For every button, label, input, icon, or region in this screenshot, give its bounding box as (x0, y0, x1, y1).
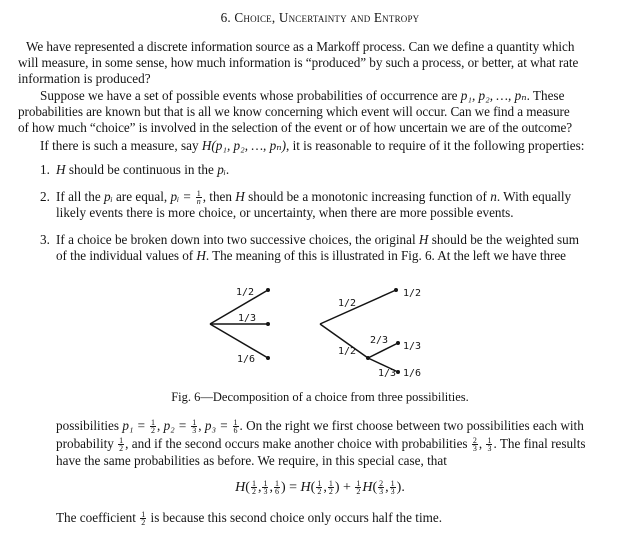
right-label-sub-lower: 1/3 (378, 368, 397, 379)
d: 2 (356, 487, 361, 496)
after-text-c: probability (56, 436, 118, 451)
frac-num: 1 (196, 189, 201, 198)
property-2-eq: pᵢ = (170, 189, 192, 204)
property-2-text-e: . With equally (496, 189, 572, 204)
n: 1 (192, 418, 197, 427)
eq-frac-1-2-b (316, 480, 322, 495)
n: 1 (274, 479, 279, 488)
n: 1 (317, 479, 322, 488)
after-line-3: have the same probabilities as before. We require, in this special case, that (56, 453, 447, 468)
equation-entropy-decomposition: H( $\frac{1}{2}$ , $\frac{1}{3}$ , $\frac{1}{6}$ ) = H( $\frac{1}{2}$ , $\frac{1}{2}$ ) + $\frac{1}{2}$ H( $\frac{2}{3}$ , $\frac{1}{3}$ ). (235, 479, 405, 496)
property-1-H: H (56, 162, 66, 177)
right-label-branch-upper: 1/2 (338, 298, 357, 309)
right-label-outcome-2: 1/3 (403, 341, 422, 352)
eq-frac-1-2-c (328, 480, 334, 495)
p2-symbol: p₂ = (163, 418, 187, 433)
eq-H-2: H (300, 480, 311, 495)
property-1-pi: pᵢ (217, 162, 226, 177)
d: 2 (328, 487, 333, 496)
property-3-text-b: should be the weighted sum (428, 232, 579, 247)
d: 2 (317, 487, 322, 496)
left-label-1: 1/2 (236, 287, 255, 298)
d: 2 (141, 518, 146, 527)
left-label-2: 1/3 (238, 313, 257, 324)
paragraph-2-line-3: of how much “choice” is involved in the selection of the event or of how uncertain we are of the outcome? (18, 120, 573, 135)
after-text-b: . On the right we first choose between two possibilities each with (239, 418, 584, 433)
n: 1 (141, 510, 146, 519)
left-branch-3 (210, 324, 268, 358)
eq-H-1: H (235, 480, 246, 495)
d: 3 (487, 444, 492, 453)
left-leaf-1 (266, 288, 270, 292)
n: 2 (379, 479, 384, 488)
property-3-H: H (418, 232, 429, 247)
eq-frac-1-6 (274, 480, 280, 495)
right-leaf-1 (394, 288, 398, 292)
last-line (56, 510, 442, 526)
p3-math: H(p₁, p₂, …, pₙ) (201, 138, 286, 153)
d: 2 (119, 444, 124, 453)
left-leaf-2 (266, 322, 270, 326)
d: 6 (274, 487, 279, 496)
eq-H-3: H (362, 480, 373, 495)
paragraph-1-line-1: We have represented a discrete information source as a Markoff process. Can we define a quantity which (26, 39, 575, 54)
property-1-text-a: should be continuous in the (65, 162, 218, 177)
n: 2 (472, 436, 477, 445)
n: 1 (119, 436, 124, 445)
right-label-sub-upper: 2/3 (370, 335, 389, 346)
left-tree (210, 290, 268, 358)
property-2-pi: pᵢ (103, 189, 113, 204)
property-2-text-c: , then (202, 189, 236, 204)
left-label-3: 1/6 (237, 354, 256, 365)
last-frac-1-2 (140, 511, 146, 526)
right-label-outcome-3: 1/6 (403, 368, 422, 379)
p3-text-end: , it is reasonable to require of it the following properties: (285, 138, 585, 153)
after-text-d: , and if the second occurs make another choice with probabilities (125, 436, 471, 451)
property-2-n: n (490, 189, 497, 204)
last-text-a: The coefficient (56, 510, 140, 525)
property-2-text-b: are equal, (112, 189, 171, 204)
d: 3 (390, 487, 395, 496)
property-3-text-c: of the individual values of (56, 248, 197, 263)
right-branch-upper (320, 290, 396, 324)
p3-symbol: p₃ = (204, 418, 229, 433)
right-mid-node (366, 356, 370, 360)
p2-math: p₁, p₂, …, pₙ (460, 88, 527, 103)
frac-1-2-b (118, 437, 124, 452)
d: 6 (233, 426, 238, 435)
d: 2 (251, 487, 256, 496)
paragraph-1-line-2: will measure, in some sense, how much information is “produced” by such a process, or better, at what rate (18, 55, 579, 70)
property-3-H2: H (196, 248, 206, 263)
n: 1 (328, 479, 333, 488)
d: 2 (150, 426, 155, 435)
frac-1-3 (191, 419, 197, 434)
property-3-text-d: . The meaning of this is illustrated in Fig. 6. At the left we have three (205, 248, 566, 263)
frac-1-2 (150, 419, 156, 434)
property-2-text-a: If all the (56, 189, 104, 204)
after-text-a: possibilities (56, 418, 123, 433)
paragraph-2-line-2: probabilities are known but that is all we know concerning which event will occur. Can we find a measure (18, 104, 570, 119)
p3-text: If there is such a measure, say (40, 138, 202, 153)
right-tree (320, 290, 398, 372)
d: 3 (472, 444, 477, 453)
n: 1 (356, 479, 361, 488)
property-3-number: 3. (40, 232, 50, 247)
right-label-branch-lower: 1/2 (338, 346, 357, 357)
right-leaf-2 (396, 341, 400, 345)
figure-caption: Fig. 6—Decomposition of a choice from three possibilities. (171, 390, 469, 404)
after-line-2: probability $\frac{1}{2}$ , and if the second occurs make another choice with probabilities $\frac{2}{3}$ , $\frac{1}{3}$ . The final results (56, 436, 586, 453)
p2-text: Suppose we have a set of possible events whose probabilities of occurrence are (40, 88, 461, 103)
p1-symbol: p₁ = (122, 418, 146, 433)
section-title: Choice, Uncertainty and Entropy (234, 10, 420, 25)
frac-2-3 (472, 437, 478, 452)
property-1-number: 1. (40, 162, 50, 177)
eq-frac-1-3 (262, 480, 268, 495)
frac-den: n (196, 197, 201, 206)
section-number: 6. (220, 10, 231, 25)
left-leaves (266, 288, 270, 360)
property-2-number: 2. (40, 189, 50, 204)
right-leaf-3 (396, 370, 400, 374)
after-text-e: . The final results (493, 436, 586, 451)
eq-frac-1-2 (251, 480, 257, 495)
after-line-1: possibilities p₁ = $\frac{1}{2}$ , p₂ = $\frac{1}{3}$ , p₃ = $\frac{1}{6}$ . On the right we first choose between two possibilities each with (56, 418, 584, 435)
frac-1-6 (233, 419, 239, 434)
eq-frac-1-3-b (390, 480, 396, 495)
property-2-text-d: should be a monotonic increasing function of (244, 189, 491, 204)
n: 1 (233, 418, 238, 427)
d: 3 (379, 487, 384, 496)
n: 1 (487, 436, 492, 445)
d: 3 (263, 487, 268, 496)
property-1-text-end: . (225, 162, 230, 177)
property-3-text-a: If a choice be broken down into two successive choices, the original (56, 232, 419, 247)
last-text-b: is because this second choice only occurs half the time. (147, 510, 443, 525)
eq-frac-2-3 (378, 480, 384, 495)
n: 1 (263, 479, 268, 488)
n: 1 (251, 479, 256, 488)
d: 3 (192, 426, 197, 435)
property-2-line-2: likely events there is more choice, or uncertainty, when there are more possible events. (56, 205, 514, 220)
right-label-outcome-1: 1/2 (403, 288, 422, 299)
left-leaf-3 (266, 356, 270, 360)
frac-1-3-b (486, 437, 492, 452)
p2-text-end: . These (526, 88, 565, 103)
n: 1 (390, 479, 395, 488)
n: 1 (150, 418, 155, 427)
property-2-H: H (235, 189, 245, 204)
paragraph-1-line-3: information is produced? (18, 71, 151, 86)
eq-frac-coef (355, 480, 361, 495)
